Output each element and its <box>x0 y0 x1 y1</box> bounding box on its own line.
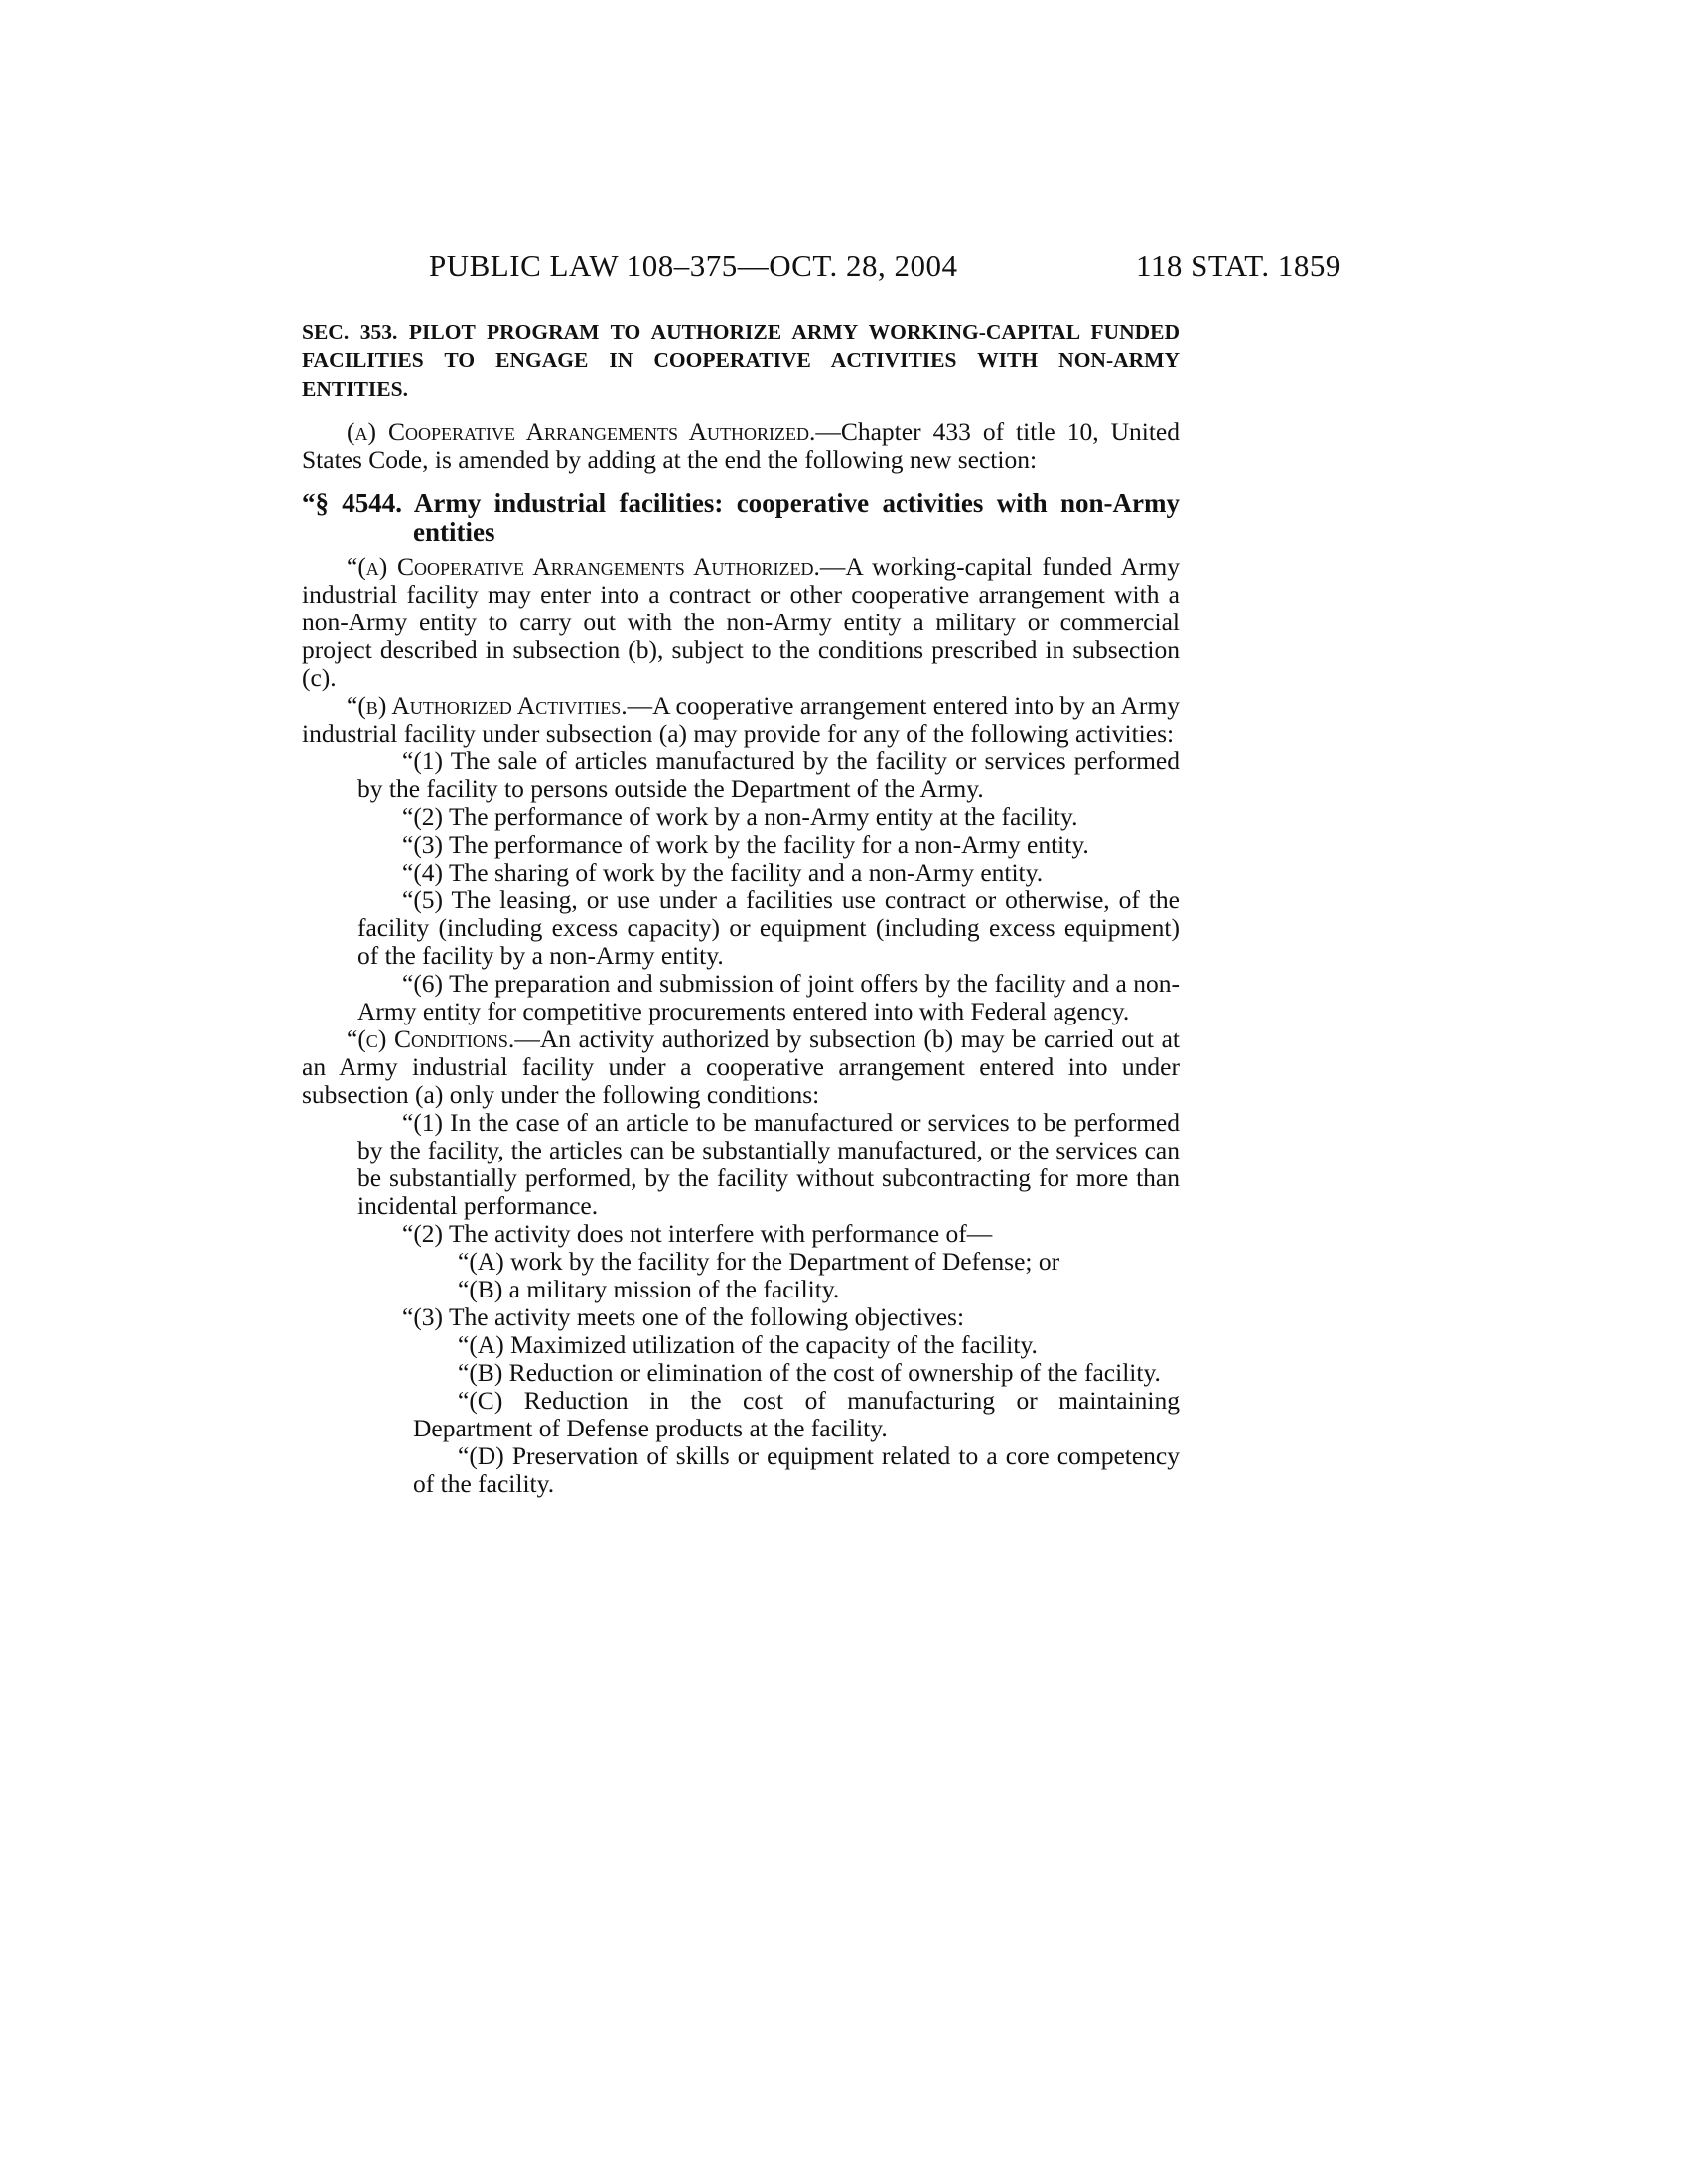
subsection-b <box>302 692 1180 748</box>
subsection-c-text: —An activity authorized by subsection (b) may be carried out at an Army industrial facility under a cooperative arrangement entered into under subsection (a) only under the following conditions: <box>302 1024 1180 1109</box>
subsection-b-item-1: “(1) The sale of articles manufactured by the facility or services performed by the facility to persons outside the Department of the Army. <box>357 747 1180 803</box>
new-section-heading: “§ 4544. Army industrial facilities: cooperative activities with non-Army entities <box>302 488 1180 547</box>
subsection-c-item-2-a: “(A) work by the facility for the Department of Defense; or <box>458 1247 1060 1276</box>
subsection-b-item-3: “(3) The performance of work by the facility for a non-Army entity. <box>402 830 1089 859</box>
subsection-c-item-3-c: “(C) Reduction in the cost of manufacturing or maintaining Department of Defense products at the facility. <box>413 1386 1180 1442</box>
subsection-c-item-3-d: “(D) Preservation of skills or equipment related to a core competency of the facility. <box>413 1441 1180 1498</box>
subsection-a-text: —A working-capital funded Army industrial facility may enter into a contract or other cooperative arrangement with a non-Army entity to carry out with the non-Army entity a military or commercial project described in subsection (b), subject to the conditions prescribed in subsection (c). <box>302 552 1180 692</box>
document-body <box>302 418 1180 1498</box>
subsection-b-item-6: “(6) The preparation and submission of joint offers by the facility and a non-Army entity for competitive procurements entered into with Federal agency. <box>357 969 1180 1025</box>
subsection-b-item-5: “(5) The leasing, or use under a facilities use contract or otherwise, of the facility (including excess capacity) or equipment (including excess equipment) of the facility by a non-Army entity. <box>357 886 1180 970</box>
section-heading: SEC. 353. PILOT PROGRAM TO AUTHORIZE ARMY WORKING-CAPITAL FUNDED FACILITIES TO ENGAGE IN COOPERATIVE ACTIVITIES WITH NON-ARMY ENTITIES. <box>302 320 1180 401</box>
paragraph-a <box>302 418 1180 474</box>
subsection-a <box>302 553 1180 692</box>
subsection-b-heading: “(b) Authorized Activities. <box>347 691 628 720</box>
subsection-b-item-4: “(4) The sharing of work by the facility and a non-Army entity. <box>402 858 1044 887</box>
subsection-a-heading: “(a) Cooperative Arrangements Authorized. <box>347 552 820 581</box>
subsection-c-heading: “(c) Conditions. <box>347 1024 515 1053</box>
subsection-c-item-1: “(1) In the case of an article to be manufactured or services to be performed by the facility, the articles can be substantially manufactured, or the services can be substantially performed, by the facility without subcontracting for more than incidental performance. <box>357 1108 1180 1220</box>
statute-page: 118 STAT. 1859 <box>1136 248 1341 283</box>
subsection-c-item-3-a: “(A) Maximized utilization of the capacity of the facility. <box>458 1330 1038 1359</box>
subsection-c-item-3: “(3) The activity meets one of the following objectives: <box>402 1302 965 1331</box>
paragraph-a-heading: (a) Cooperative Arrangements Authorized. <box>347 417 816 446</box>
subsection-c-item-3-b: “(B) Reduction or elimination of the cost of ownership of the facility. <box>458 1358 1161 1387</box>
paragraph-a-text: —Chapter 433 of title 10, United States Code, is amended by adding at the end the following new section: <box>302 417 1180 474</box>
subsection-c-item-2: “(2) The activity does not interfere with performance of— <box>402 1219 993 1248</box>
page-header <box>0 248 1688 288</box>
subsection-b-item-2: “(2) The performance of work by a non-Army entity at the facility. <box>402 802 1078 831</box>
subsection-b-text: —A cooperative arrangement entered into by an Army industrial facility under subsection (a) may provide for any of the following activities: <box>302 691 1180 748</box>
subsection-c <box>302 1025 1180 1109</box>
law-title: PUBLIC LAW 108–375—OCT. 28, 2004 <box>429 248 958 283</box>
subsection-c-item-2-b: “(B) a military mission of the facility. <box>458 1275 840 1303</box>
